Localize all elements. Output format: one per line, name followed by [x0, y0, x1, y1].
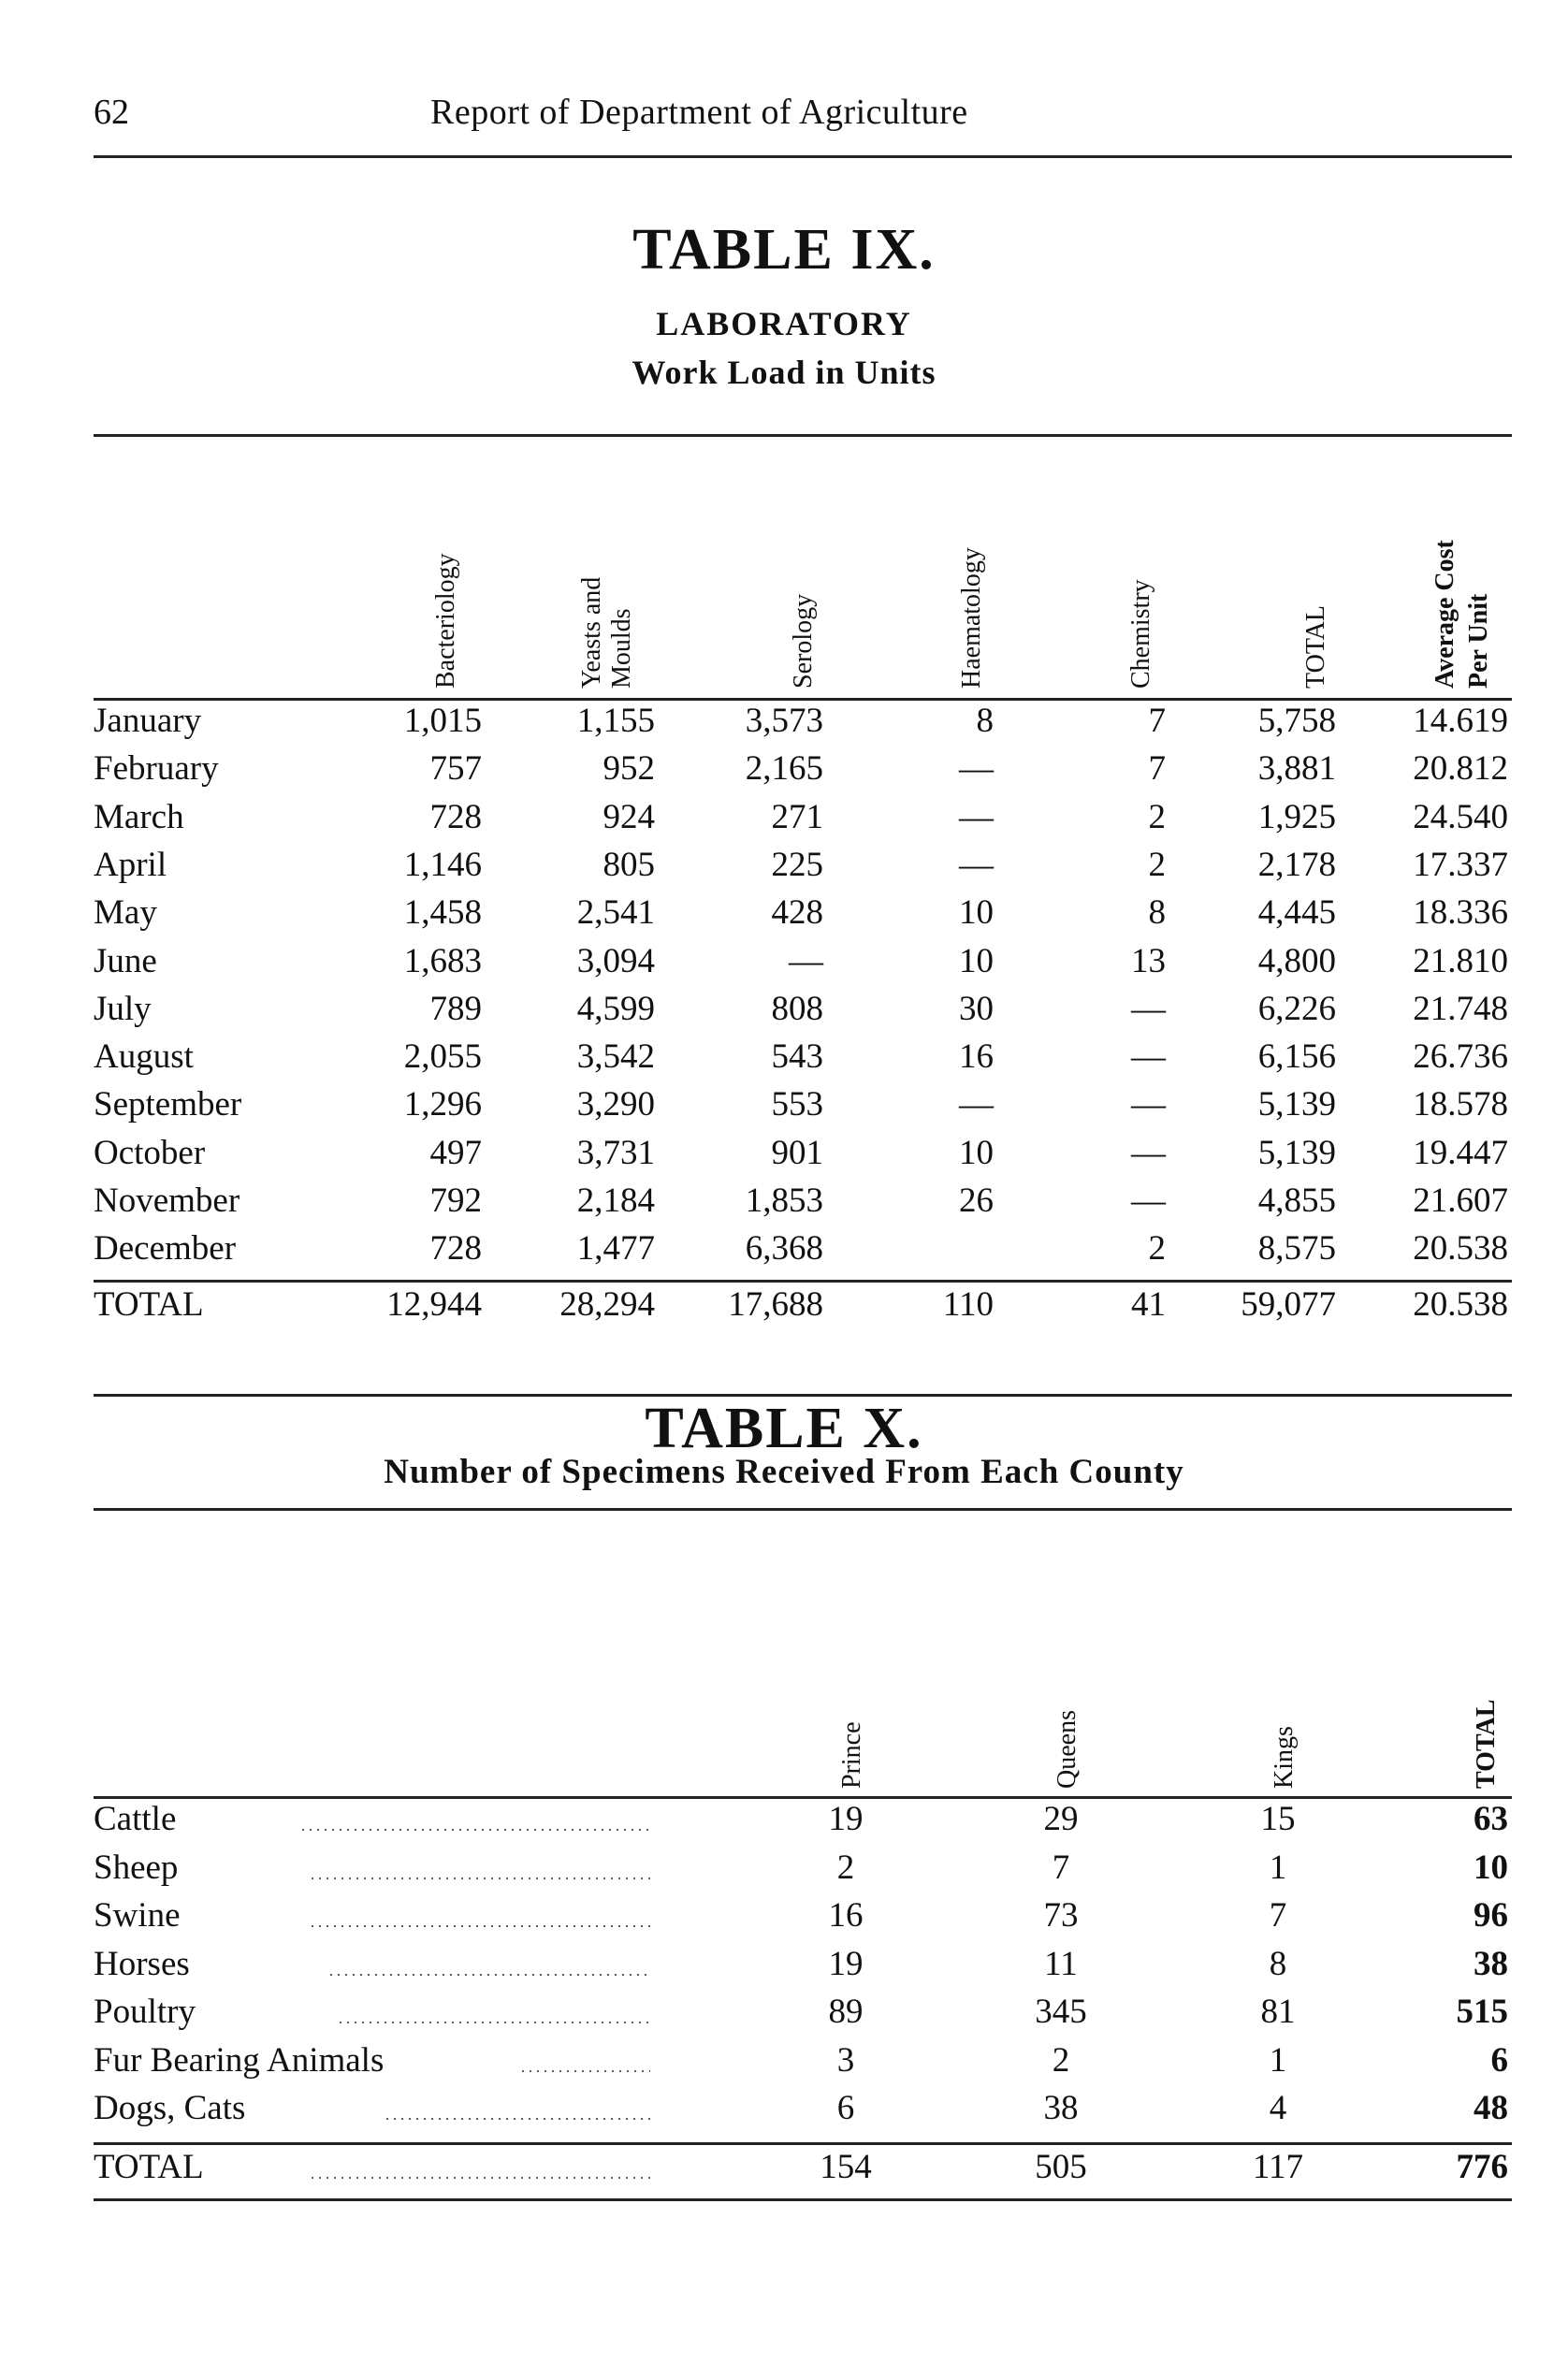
table9-header-6: TOTAL: [1301, 604, 1330, 689]
table9-subtitle: LABORATORY: [656, 305, 912, 342]
table10-cell-total: 515: [1456, 1993, 1508, 2031]
page-number: 62: [94, 93, 129, 132]
table10-cell-prince: 89: [828, 1993, 864, 2031]
table9-cell-bact: 1,683: [403, 941, 482, 980]
table9-cell-avg: 17.337: [1413, 845, 1508, 884]
table10-total-label: TOTAL: [94, 2148, 204, 2186]
table10-cell-queens: 2: [1052, 2040, 1070, 2080]
leader-dots: [309, 1924, 650, 1928]
table9-total-sero: 17,688: [728, 1285, 823, 1324]
table10-animal-cell: Dogs, Cats: [94, 2089, 246, 2127]
table9-cell-chem: 13: [1131, 941, 1166, 980]
table10-cell-queens: 345: [1035, 1993, 1087, 2031]
table10-header-2: Kings: [1270, 1726, 1299, 1789]
table9-cell-haem: 30: [959, 989, 994, 1028]
table9-cell-sero: 808: [771, 989, 823, 1028]
table9-month-cell: September: [94, 1085, 242, 1124]
table10-cell-queens: 38: [1043, 2089, 1079, 2127]
table9-cell-total: 5,758: [1257, 702, 1336, 740]
table9-total-yeast: 28,294: [559, 1285, 655, 1324]
table9-title: TABLE IX.: [632, 218, 936, 282]
table10-cell-prince: 2: [836, 1848, 855, 1887]
table10-cell-queens: 7: [1052, 1848, 1070, 1887]
table9-month-cell: October: [94, 1133, 206, 1172]
table10-cell-total: 96: [1474, 1896, 1508, 1935]
table10-animal-cell: Horses: [94, 1944, 190, 1983]
table9-cell-yeast: 805: [603, 845, 655, 884]
table9-total-bact: 12,944: [386, 1285, 482, 1324]
table9-cell-sero: 3,573: [745, 702, 823, 740]
table9-cell-total: 6,226: [1257, 989, 1336, 1028]
table9-cell-avg: 18.336: [1413, 893, 1508, 933]
leader-dots: [519, 2069, 650, 2073]
table9-cell-total: 3,881: [1257, 749, 1336, 789]
table9-cell-avg: 20.538: [1413, 1229, 1508, 1269]
table9-cell-total: 5,139: [1257, 1085, 1336, 1124]
table10-cell-total: 10: [1474, 1848, 1508, 1887]
table9-cell-total: 2,178: [1257, 845, 1336, 884]
table10-cell-total: 6: [1490, 2040, 1508, 2080]
table9-header-7: Average Cost: [1430, 540, 1459, 689]
table10-subtitle-rule: [94, 1508, 1512, 1511]
table9-cell-sero: —: [789, 941, 823, 980]
table9-cell-chem: —: [1131, 1037, 1166, 1077]
table9-cell-avg: 14.619: [1413, 702, 1508, 740]
table9-cell-total: 4,800: [1257, 941, 1336, 980]
table9-cell-chem: —: [1131, 1085, 1166, 1124]
table9-cell-bact: 1,296: [403, 1085, 482, 1124]
table9-cell-bact: 1,458: [403, 893, 482, 933]
table9-month-cell: June: [94, 941, 157, 980]
running-title: Report of Department of Agriculture: [430, 93, 968, 132]
table10-animal-cell: Poultry: [94, 1993, 196, 2031]
leader-dots: [309, 2176, 650, 2180]
table9-month-cell: April: [94, 845, 167, 884]
table9-cell-total: 4,855: [1257, 1182, 1336, 1220]
table10-cell-kings: 81: [1260, 1993, 1296, 2031]
table10-header-1: Queens: [1053, 1710, 1082, 1789]
table9-header-8: Per Unit: [1464, 593, 1493, 689]
table10-cell-prince: 6: [836, 2089, 855, 2127]
table9-cell-avg: 19.447: [1413, 1133, 1508, 1172]
table9-cell-total: 4,445: [1257, 893, 1336, 933]
table9-cell-avg: 20.812: [1413, 749, 1508, 789]
table9-total-avg: 20.538: [1413, 1285, 1508, 1324]
table9-cell-total: 1,925: [1257, 797, 1336, 836]
table9-cell-haem: —: [959, 797, 994, 836]
table9-header-3: Serology: [789, 593, 818, 689]
table10-title: TABLE X.: [645, 1397, 923, 1460]
table10-total-prince: 154: [820, 2148, 872, 2186]
table9-cell-yeast: 4,599: [576, 989, 655, 1028]
table9-cell-yeast: 3,094: [576, 941, 655, 980]
table9-cell-yeast: 1,155: [576, 702, 655, 740]
table9-cell-total: 8,575: [1257, 1229, 1336, 1269]
table9-cell-avg: 18.578: [1413, 1085, 1508, 1124]
leader-dots: [299, 1828, 650, 1832]
table9-header-1: Yeasts and: [577, 576, 606, 689]
table9-cell-bact: 728: [429, 797, 482, 836]
table10-cell-kings: 15: [1260, 1800, 1296, 1838]
leader-dots: [384, 2117, 650, 2121]
table9-cell-avg: 21.748: [1413, 989, 1508, 1028]
table10-cell-queens: 11: [1044, 1944, 1078, 1983]
table10-bottom-rule: [94, 2198, 1512, 2201]
table10-animal-cell: Fur Bearing Animals: [94, 2040, 385, 2080]
table9-header-2: Moulds: [607, 608, 636, 689]
table9-cell-yeast: 924: [603, 797, 655, 836]
table9-cell-haem: 10: [959, 941, 994, 980]
table9-month-cell: August: [94, 1037, 194, 1077]
table9-total-chem: 41: [1131, 1285, 1166, 1324]
table10-cell-prince: 3: [836, 2040, 855, 2080]
table9-cell-chem: —: [1131, 1133, 1166, 1172]
table10-total-kings: 117: [1252, 2148, 1304, 2186]
table9-cell-haem: 10: [959, 893, 994, 933]
table10-total-queens: 505: [1035, 2148, 1087, 2186]
table9-cell-total: 5,139: [1257, 1133, 1336, 1172]
table10-cell-queens: 29: [1043, 1800, 1079, 1838]
table10-animal-cell: Cattle: [94, 1800, 177, 1838]
table9-cell-haem: 8: [976, 702, 994, 740]
table9-cell-sero: 901: [771, 1133, 823, 1172]
table9-cell-bact: 1,146: [403, 845, 482, 884]
table9-cell-yeast: 2,184: [576, 1182, 655, 1220]
table10-animal-cell: Swine: [94, 1896, 181, 1935]
header-rule: [94, 155, 1512, 158]
table9-cell-sero: 1,853: [745, 1182, 823, 1220]
table9-header-5: Chemistry: [1126, 579, 1155, 689]
table10-cell-kings: 8: [1269, 1944, 1287, 1983]
table9-cell-chem: 7: [1148, 749, 1166, 789]
table9-cell-yeast: 1,477: [576, 1229, 655, 1269]
table10-cell-kings: 7: [1269, 1896, 1287, 1935]
table10-cell-kings: 1: [1269, 2040, 1287, 2080]
table9-cell-yeast: 2,541: [576, 893, 655, 933]
table9-cell-bact: 789: [429, 989, 482, 1028]
table9-header-4: Haematology: [957, 547, 986, 689]
table9-cell-sero: 271: [771, 797, 823, 836]
table9-month-cell: December: [94, 1229, 237, 1269]
table10-cell-kings: 1: [1269, 1848, 1287, 1887]
table9-cell-sero: 428: [771, 893, 823, 933]
table9-cell-sero: 553: [771, 1085, 823, 1124]
table9-cell-bact: 497: [429, 1133, 482, 1172]
table9-month-cell: January: [94, 702, 202, 740]
table10-cell-total: 63: [1474, 1800, 1508, 1838]
table9-month-cell: May: [94, 893, 157, 933]
table9-month-cell: February: [94, 749, 219, 789]
table9-cell-avg: 21.810: [1413, 941, 1508, 980]
table9-month-cell: November: [94, 1182, 240, 1220]
table9-cell-bact: 757: [429, 749, 482, 789]
table9-cell-sero: 6,368: [745, 1229, 823, 1269]
table9-month-cell: July: [94, 989, 152, 1028]
table9-total-total: 59,077: [1241, 1285, 1336, 1324]
table10-cell-prince: 19: [828, 1944, 864, 1983]
table9-cell-chem: 2: [1148, 1229, 1166, 1269]
table10-cell-total: 38: [1474, 1944, 1508, 1983]
table9-cell-yeast: 3,290: [576, 1085, 655, 1124]
leader-dots: [327, 1973, 650, 1977]
table10-header-3: TOTAL: [1472, 1699, 1501, 1789]
table9-cell-bact: 1,015: [403, 702, 482, 740]
table10-cell-kings: 4: [1269, 2089, 1287, 2127]
table9-cell-chem: 8: [1148, 893, 1166, 933]
leader-dots: [309, 1877, 650, 1880]
table9-cell-chem: 7: [1148, 702, 1166, 740]
table9-cell-avg: 24.540: [1413, 797, 1508, 836]
table9-cell-haem: —: [959, 845, 994, 884]
table9-cell-bact: 728: [429, 1229, 482, 1269]
table9-top-rule: [94, 434, 1512, 437]
table9-cell-haem: 16: [959, 1037, 994, 1077]
table9-cell-chem: —: [1131, 1182, 1166, 1220]
table9-total-label: TOTAL: [94, 1285, 204, 1324]
table9-cell-bact: 792: [429, 1182, 482, 1220]
table9-cell-avg: 26.736: [1413, 1037, 1508, 1077]
table9-cell-chem: 2: [1148, 797, 1166, 836]
leader-dots: [337, 2021, 650, 2024]
table10-cell-total: 48: [1474, 2089, 1508, 2127]
table9-cell-avg: 21.607: [1413, 1182, 1508, 1220]
table9-month-cell: March: [94, 797, 184, 836]
table9-cell-haem: —: [959, 1085, 994, 1124]
table9-cell-chem: —: [1131, 989, 1166, 1028]
table9-header-0: Bacteriology: [431, 553, 460, 689]
table9-cell-sero: 543: [771, 1037, 823, 1077]
table10-animal-cell: Sheep: [94, 1848, 179, 1887]
table9-cell-yeast: 952: [603, 749, 655, 789]
table10-cell-queens: 73: [1043, 1896, 1079, 1935]
table9-cell-sero: 2,165: [745, 749, 823, 789]
table9-cell-yeast: 3,542: [576, 1037, 655, 1077]
table10-cell-prince: 16: [828, 1896, 864, 1935]
table9-subtitle2: Work Load in Units: [632, 354, 936, 391]
table10-total-rule: [94, 2142, 1512, 2145]
table10-subtitle: Number of Specimens Received From Each County: [384, 1453, 1184, 1491]
table9-cell-haem: 10: [959, 1133, 994, 1172]
table9-cell-yeast: 3,731: [576, 1133, 655, 1172]
table9-cell-total: 6,156: [1257, 1037, 1336, 1077]
table9-cell-sero: 225: [771, 845, 823, 884]
table9-total-rule: [94, 1280, 1512, 1283]
table10-cell-prince: 19: [828, 1800, 864, 1838]
table10-header-0: Prince: [837, 1721, 866, 1789]
table10-total-total: 776: [1456, 2148, 1508, 2186]
table9-cell-chem: 2: [1148, 845, 1166, 884]
table9-cell-haem: 26: [959, 1182, 994, 1220]
table9-total-haem: 110: [942, 1285, 994, 1324]
table9-cell-haem: —: [959, 749, 994, 789]
table9-cell-bact: 2,055: [403, 1037, 482, 1077]
